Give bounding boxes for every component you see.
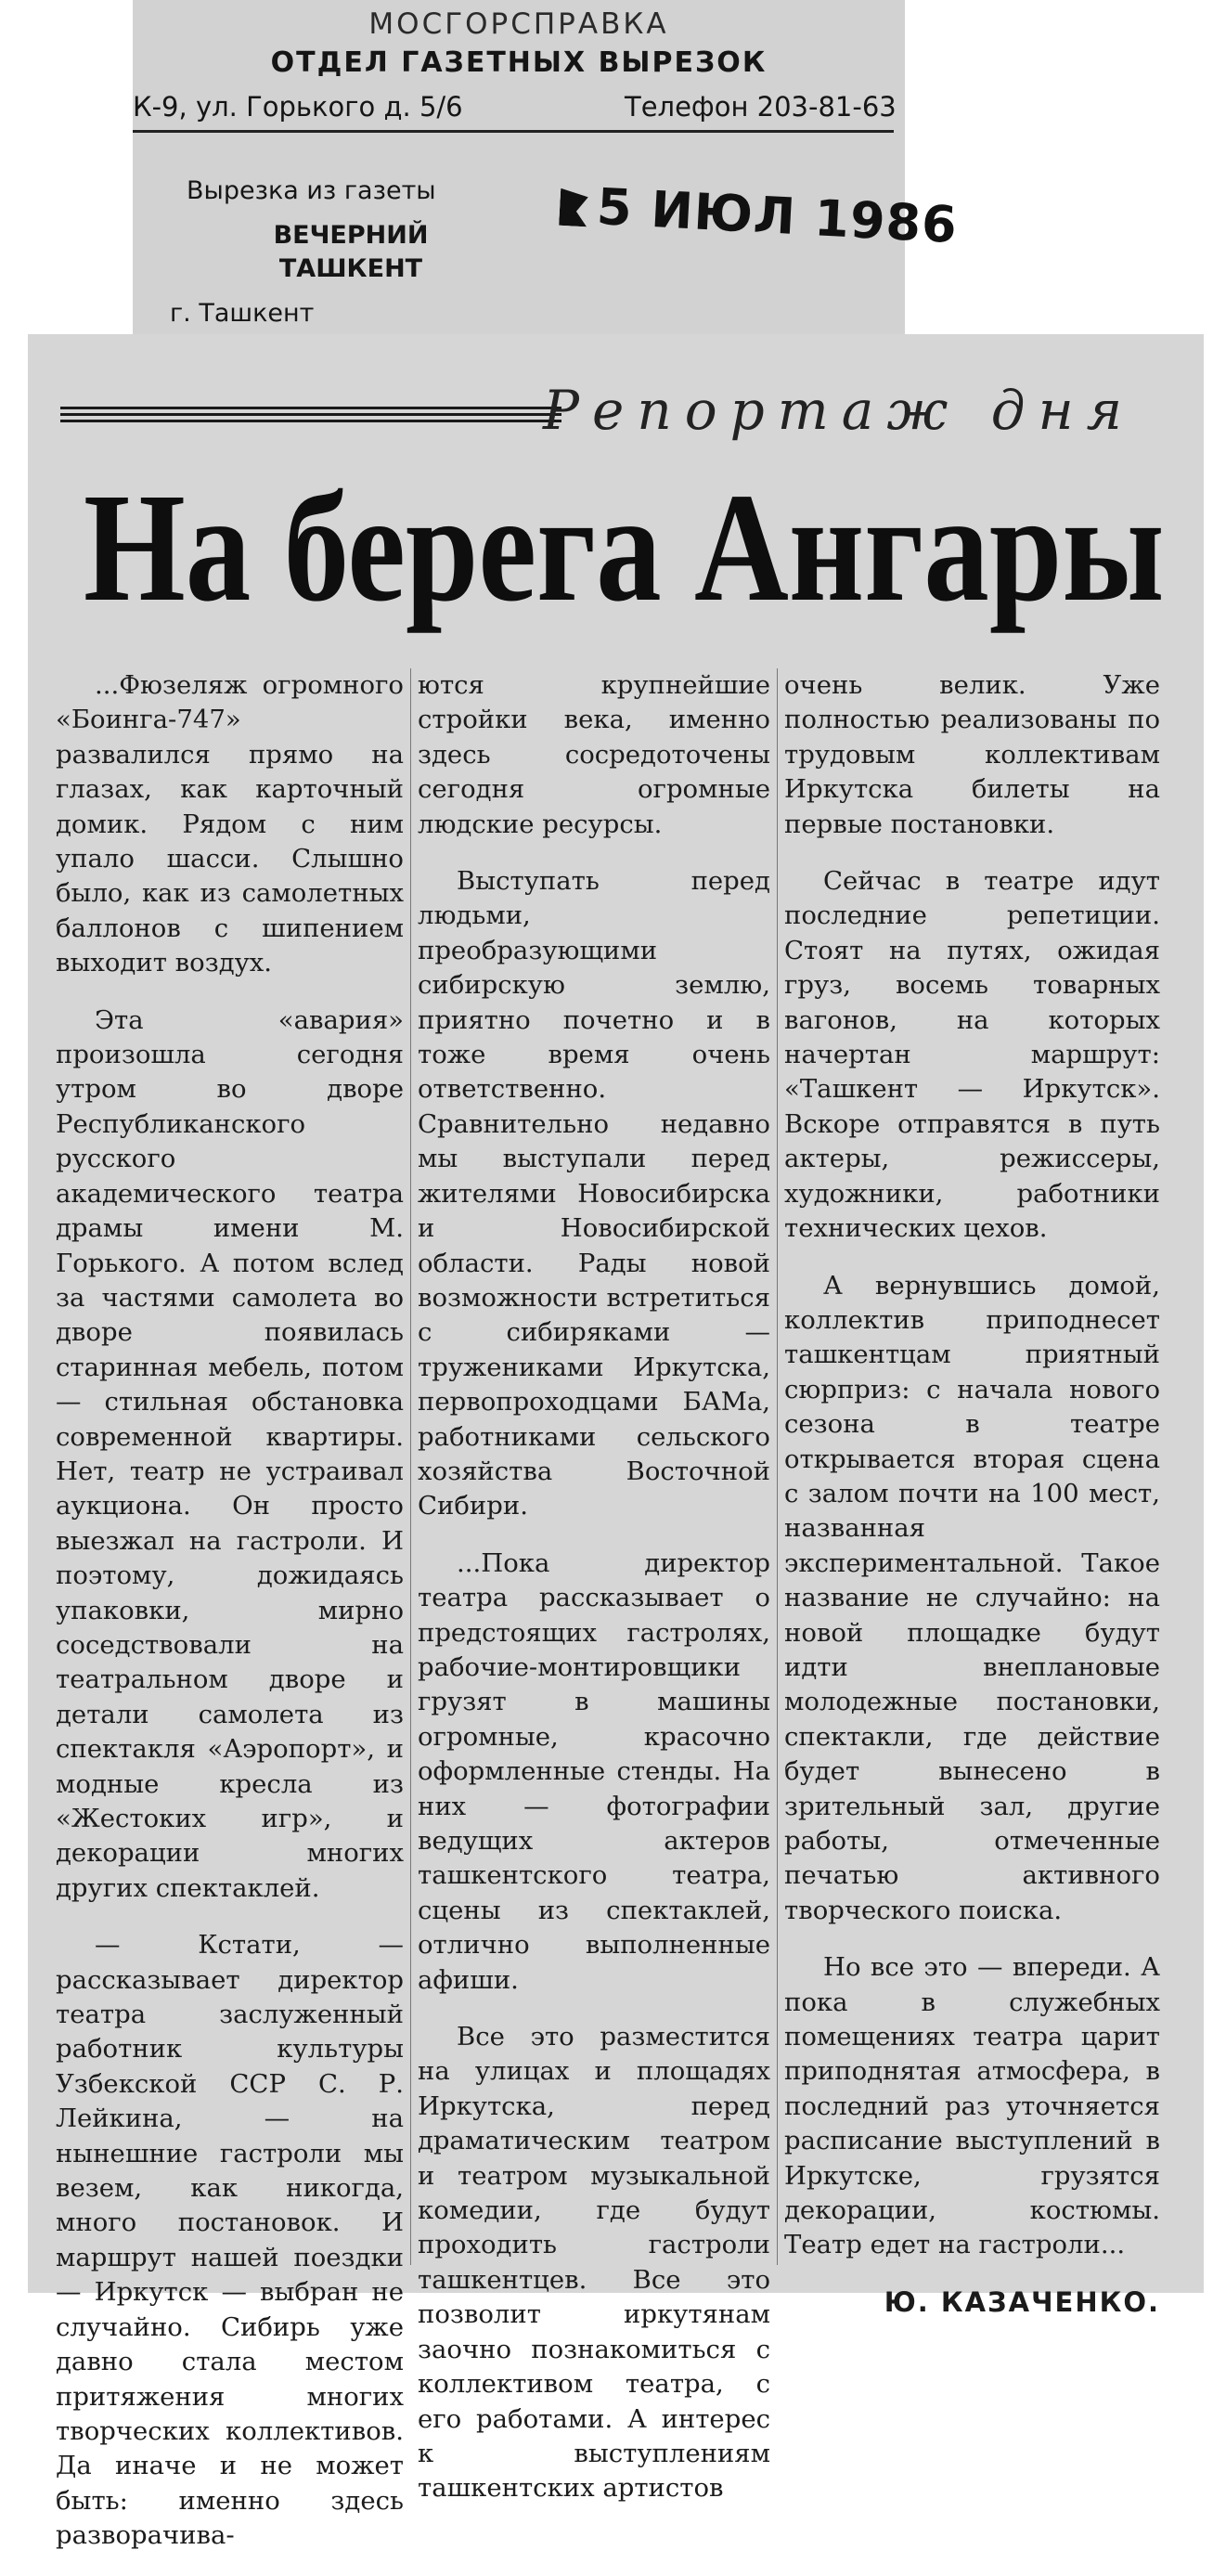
city: г. Ташкент xyxy=(170,299,315,328)
organization-name: МОСГОРСПРАВКА xyxy=(368,7,669,41)
rubric-rules xyxy=(60,407,561,429)
article-paragraph: ются крупнейшие стройки века, именно здесь сосредоточены сегодня огромные людские ресурсы. xyxy=(418,670,770,839)
rubric: Репортаж дня xyxy=(543,379,1136,442)
department-name: ОТДЕЛ ГАЗЕТНЫХ ВЫРЕЗОК xyxy=(270,46,768,79)
date-stamp-text: 5 ИЮЛ 1986 xyxy=(595,176,960,255)
phone: Телефон 203-81-63 xyxy=(625,91,897,123)
article-paragraph: Все это разместится на улицах и площадях Иркутска, перед драматическим театром и театром музыкальной комедии, где будут проходить гастроли ташкентцев. Все это позволит иркутянам заочно познакомиться с коллективом театра, с его работами. А интерес к выступлениям ташкентских артистов xyxy=(418,2022,770,2504)
stamp-flag-icon xyxy=(559,188,588,227)
article-paragraph: Выступать перед людьми, преобразующими сибирскую землю, приятно почетно и в тоже время очень ответственно. Сравнительно недавно мы выступали перед жителями Новосибирска и Новосибирской области. Рады новой возможности встретиться с сибиряками — тружениками Иркутска, первопроходцами БАМа, работниками сельского хозяйства Восточной Сибири. xyxy=(418,866,770,1521)
article-paragraph: Но все это — впереди. А пока в служебных помещениях театра царит приподнятая атмосфера, в последний раз уточняется расписание выступлений в Иркутске, грузятся декорации, костюмы. Театр едет на гастроли... xyxy=(784,1952,1160,2260)
address: К-9, ул. Горького д. 5/6 xyxy=(133,91,463,123)
article-column-3 xyxy=(784,668,1160,2320)
article-paragraph: А вернувшись домой, коллектив приподнесет ташкентцам приятный сюрприз: с начала нового сезона в театре открывается вторая сцена с залом почти на 100 мест, названная экспериментальной. Такое название не случайно: на новой площадке будут идти внеплановые молодежные постановки, спектакли, где действие будет вынесено в зрительный зал, другие работы, отмеченные печатью активного творческого поиска. xyxy=(784,1270,1160,1925)
clipping-service-slip xyxy=(133,0,960,334)
article-paragraph: ...Фюзеляж огромного «Боинга-747» развалился прямо на глазах, как карточный домик. Рядом с ним упало шасси. Слышно было, как из самолетных баллонов с шипением выходит воздух. xyxy=(56,670,404,978)
article-column-1 xyxy=(56,668,404,2576)
cutting-label: Вырезка из газеты xyxy=(187,176,436,205)
article-paragraph: — Кстати, — рассказывает директор театра заслуженный работник культуры Узбекской ССР С. Р. Лейкина, — на нынешние гастроли мы везем, как никогда, много постановок. И маршрут нашей поездки — Иркутск — выбран не случайно. Сибирь уже давно стала местом притяжения многих творческих коллективов. Да иначе и не может быть: именно здесь разворачива- xyxy=(56,1930,404,2551)
article-paragraph: Сейчас в театре идут последние репетиции. Стоят на путях, ожидая груз, восемь товарных вагонов, на которых начертан маршрут: «Ташкент — Иркутск». Вскоре отправятся в путь актеры, режиссеры, художники, работники технических цехов. xyxy=(784,866,1160,1244)
article-paragraph: очень велик. Уже полностью реализованы по трудовым коллективам Иркутска билеты на первые постановки. xyxy=(784,670,1160,839)
newspaper-clipping xyxy=(28,334,1204,2551)
date-stamp xyxy=(559,175,960,254)
newspaper-name xyxy=(244,219,458,286)
column-separator xyxy=(777,668,778,2265)
article-headline: На берега Ангары xyxy=(84,461,1165,634)
article-column-2 xyxy=(418,668,770,2529)
article-paragraph: ...Пока директор театра рассказывает о предстоящих гастролях, рабочие-монтировщики грузят в машины огромные, красочно оформленные стенды. На них — фотографии ведущих актеров ташкентского театра, сцены из спектаклей, отлично выполненные афиши. xyxy=(418,1547,770,1995)
newspaper-name-line2: ТАШКЕНТ xyxy=(278,254,423,283)
newspaper-name-line1: ВЕЧЕРНИЙ xyxy=(273,221,429,250)
column-separator xyxy=(410,668,411,2265)
article-paragraph: Эта «авария» произошла сегодня утром во дворе Республиканского русского академического театра драмы имени М. Горького. А потом вслед за частями самолета во дворе появилась старинная мебель, потом — стильная обстановка современной квартиры. Нет, театр не устраивал аукциона. Он просто выезжал на гастроли. И поэтому, дожидаясь упаковки, мирно соседствовали на театральном дворе и детали самолета из спектакля «Аэропорт», и модные кресла из «Жестоких игр», и декорации многих других спектаклей. xyxy=(56,1004,404,1903)
slip-divider xyxy=(133,130,894,133)
author-signature: Ю. КАЗАЧЕНКО. xyxy=(884,2285,1160,2318)
